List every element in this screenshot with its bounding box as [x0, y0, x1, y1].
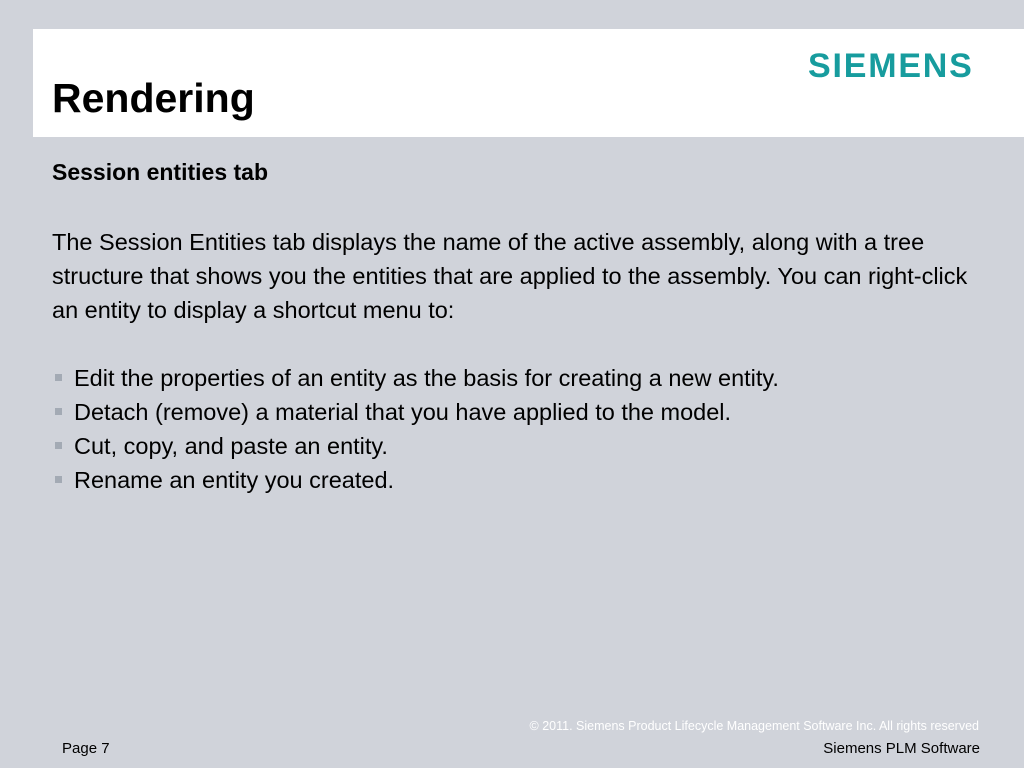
- bullet-item: [52, 429, 779, 463]
- body-paragraph: The Session Entities tab displays the name of the active assembly, along with a tree structure that shows you the entities that are applied to the assembly. You can right-click an entity to display a shortcut menu to:: [52, 229, 968, 323]
- page-number: Page 7: [62, 740, 110, 757]
- square-bullet-icon: [55, 374, 62, 381]
- square-bullet-icon: [55, 476, 62, 483]
- bullet-item: [52, 361, 779, 395]
- bullet-text: Cut, copy, and paste an entity.: [74, 433, 388, 459]
- bullet-item: [52, 463, 779, 497]
- bullet-list: [52, 361, 779, 497]
- bullet-text: Detach (remove) a material that you have applied to the model.: [74, 399, 732, 425]
- square-bullet-icon: [55, 442, 62, 449]
- copyright-notice: © 2011. Siemens Product Lifecycle Management Software Inc. All rights reserved: [529, 719, 979, 733]
- slide-title: Rendering: [52, 75, 255, 121]
- bullet-text: Rename an entity you created.: [74, 467, 395, 493]
- bullet-text: Edit the properties of an entity as the basis for creating a new entity.: [74, 365, 779, 391]
- square-bullet-icon: [55, 408, 62, 415]
- company-name: Siemens PLM Software: [823, 740, 980, 757]
- section-subtitle: Session entities tab: [52, 159, 269, 185]
- siemens-logo: SIEMENS: [808, 47, 974, 85]
- bullet-item: [52, 395, 779, 429]
